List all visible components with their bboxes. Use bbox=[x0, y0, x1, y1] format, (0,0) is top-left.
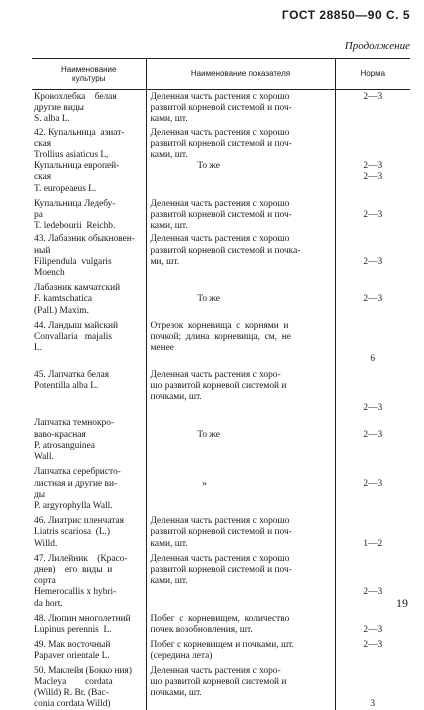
culture-cell: 43. Лабазник обыкновен- ный Filipendula vulgaris Moench bbox=[32, 234, 146, 283]
table-row bbox=[32, 666, 410, 710]
norm-cell: 2—3 bbox=[335, 90, 410, 128]
culture-cell: 48. Люпин многолетний Lupinus perennis L. bbox=[32, 614, 146, 640]
norm-cell: 1—2 bbox=[335, 516, 410, 554]
table-row bbox=[32, 128, 410, 199]
indicator-cell: Побег с корневищем, количество почек возобновления, шт. bbox=[146, 614, 335, 640]
culture-cell: 50. Маклейя (Бокко ния) Macleya cordata (Willd) R. Br. (Bac- conia cordata Willd) bbox=[32, 666, 146, 710]
table-row bbox=[32, 199, 410, 235]
table-row bbox=[32, 234, 410, 283]
document-header: ГОСТ 28850—90 С. 5 bbox=[282, 8, 410, 22]
table-row bbox=[32, 90, 410, 128]
norm-cell: 3 bbox=[335, 666, 410, 710]
culture-cell: 47. Лилейник (Красо- днев) его виды и сорта Hemerocallis x hybri- da hort. bbox=[32, 554, 146, 614]
indicator-cell: Деленная часть растения с хорошо развитой корневой системой и поч- ками, шт. bbox=[146, 90, 335, 128]
indicator-cell: Деленная часть растения с хорошо развитой корневой системой и почка- ми, шт. bbox=[146, 234, 335, 283]
norm-cell: 2—3 bbox=[335, 283, 410, 321]
indicator-cell: Деленная часть растения с хоро- шо развитой корневой системой и почками, шт. bbox=[146, 666, 335, 710]
culture-cell: Кровохлебка белая другие виды S. alba L. bbox=[32, 90, 146, 128]
indicator-cell: Побег с корневищем и почками, шт. (середина лета) bbox=[146, 640, 335, 665]
table-row bbox=[32, 283, 410, 321]
norm-cell: 2—3 bbox=[335, 554, 410, 614]
indicator-cell: Деленная часть растения с хорошо развитой корневой системой и поч- ками, шт. То же bbox=[146, 128, 335, 199]
page-number: 19 bbox=[396, 596, 408, 611]
indicator-cell: То же bbox=[146, 283, 335, 321]
indicator-cell: Деленная часть растения с хорошо развитой корневой системой и поч- ками, шт. bbox=[146, 199, 335, 235]
table-row bbox=[32, 516, 410, 554]
indicator-cell: Деленная часть растения с хорошо развитой корневой системой и поч- ками, шт. bbox=[146, 516, 335, 554]
norm-cell: 2—3 bbox=[335, 640, 410, 665]
norm-cell: 2—3 bbox=[335, 234, 410, 283]
indicator-cell: Отрезок корневища с корнями и почкой; длина корневища, см, не менее bbox=[146, 321, 335, 370]
column-header-culture: Наименование культуры bbox=[32, 59, 146, 90]
indicator-cell: Деленная часть растения с хоро- шо развитой корневой системой и почками, шт. bbox=[146, 370, 335, 419]
table-row bbox=[32, 418, 410, 467]
indicator-cell: » bbox=[146, 467, 335, 516]
culture-cell: Купальница Ледебу- ра T. ledebourii Reichb. bbox=[32, 199, 146, 235]
norm-cell: 2—3 bbox=[335, 370, 410, 419]
norm-cell: 2—3 2—3 bbox=[335, 128, 410, 199]
column-header-indicator: Наименование показателя bbox=[146, 59, 335, 90]
culture-cell: Лапчатка темнокро- ваво-красная P. atrosanguinea Wall. bbox=[32, 418, 146, 467]
culture-cell: Лапчатка серебристо- листная и другие ви- ды P. argyrophylla Wall. bbox=[32, 467, 146, 516]
norm-cell: 2—3 bbox=[335, 614, 410, 640]
table-row bbox=[32, 640, 410, 665]
culture-cell: 45. Лапчатка белая Potentilla alba L. bbox=[32, 370, 146, 419]
table-row bbox=[32, 321, 410, 370]
table-row bbox=[32, 370, 410, 419]
indicator-cell: То же bbox=[146, 418, 335, 467]
culture-cell: Лабазник камчатский F. kamtschatica (Pall.) Maxim. bbox=[32, 283, 146, 321]
norm-cell: 6 bbox=[335, 321, 410, 370]
column-header-norm: Норма bbox=[335, 59, 410, 90]
table-row bbox=[32, 554, 410, 614]
table-row bbox=[32, 614, 410, 640]
standards-table bbox=[32, 58, 410, 710]
table-body bbox=[32, 90, 410, 710]
norm-cell: 2—3 bbox=[335, 467, 410, 516]
table-header-row bbox=[32, 59, 410, 90]
norm-cell: 2—3 bbox=[335, 199, 410, 235]
culture-cell: 44. Ландыш майский Convallaria majalis L. bbox=[32, 321, 146, 370]
indicator-cell: Деленная часть растения с хорошо развитой корневой системой и поч- ками, шт. bbox=[146, 554, 335, 614]
culture-cell: 42. Купальница азиат- ская Trollius asiaticus L, Купальница европей- ская T. europeaeus L. bbox=[32, 128, 146, 199]
culture-cell: 49. Мак восточный Papaver orientale L. bbox=[32, 640, 146, 665]
table-row bbox=[32, 467, 410, 516]
norm-cell: 2—3 bbox=[335, 418, 410, 467]
continuation-label: Продолжение bbox=[345, 40, 410, 52]
culture-cell: 46. Лиатрис пленчатая Liatris scariosa (L.) Willd. bbox=[32, 516, 146, 554]
